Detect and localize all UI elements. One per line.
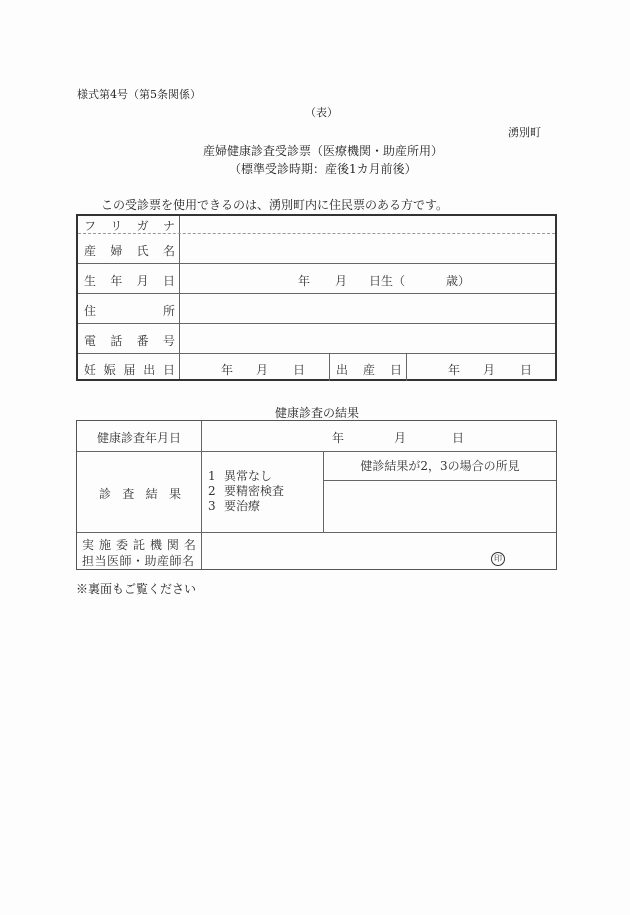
- phone-field[interactable]: [180, 324, 555, 353]
- exam-date-label: 健康診査年月日: [96, 431, 181, 445]
- form-subtitle: （標準受診時期：産後1カ月前後）: [229, 162, 417, 176]
- delivery-label-divider-left: [329, 354, 330, 381]
- furigana-field[interactable]: [180, 216, 555, 233]
- pregnancy-delivery-row: [78, 353, 555, 381]
- result-option-2[interactable]: 2 要精密検査: [208, 484, 285, 498]
- birth-day-unit: 日生（: [369, 274, 406, 288]
- institution-row: [77, 532, 556, 569]
- result-option-1[interactable]: 1 異常なし: [208, 469, 273, 483]
- phone-label: 電 話 番 号: [84, 334, 175, 348]
- birthdate-field[interactable]: [180, 264, 555, 293]
- name-field[interactable]: [180, 234, 555, 263]
- personal-info-table: [76, 214, 557, 381]
- eligibility-notice: この受診票を使用できるのは、湧別町内に住民票のある方です。: [101, 198, 449, 212]
- exam-month-unit: 月: [394, 431, 407, 445]
- phone-row: [78, 323, 555, 353]
- exam-date-row: [77, 421, 556, 451]
- pregnancy-notice-label: 妊 娠 届 出 日: [84, 363, 175, 377]
- municipality-name: 湧別町: [508, 126, 541, 139]
- birth-year-unit: 年: [298, 274, 311, 288]
- name-row: [78, 233, 555, 263]
- address-field[interactable]: [180, 294, 555, 323]
- institution-field[interactable]: [202, 533, 556, 569]
- results-section-title: 健康診査の結果: [275, 406, 360, 420]
- result-options: [208, 469, 284, 514]
- address-label: 住 所: [84, 304, 175, 318]
- age-unit: 歳）: [446, 274, 471, 288]
- results-table: [76, 420, 557, 570]
- delivery-date-field[interactable]: [407, 354, 555, 381]
- exam-day-unit: 日: [452, 431, 465, 445]
- front-side-label: （表）: [305, 106, 338, 119]
- doctor-midwife-label: 担当医師・助産師名: [82, 554, 195, 568]
- findings-field[interactable]: [324, 481, 556, 532]
- form-title: 産婦健康診査受診票（医療機関・助産所用）: [203, 144, 444, 158]
- exam-result-row: [77, 451, 556, 532]
- result-option-3[interactable]: 3 要治療: [208, 499, 261, 513]
- exam-date-field[interactable]: [202, 421, 556, 451]
- exam-result-label: 診 査 結 果: [99, 487, 181, 501]
- pregnancy-year-unit: 年: [221, 363, 234, 377]
- address-row: [78, 293, 555, 323]
- furigana-label: フ リ ガ ナ: [84, 219, 175, 233]
- delivery-year-unit: 年: [448, 363, 461, 377]
- institution-label: 実 施 委 託 機 関 名: [82, 538, 196, 552]
- furigana-row: [78, 216, 555, 233]
- see-reverse-note: ※裏面もご覧ください: [76, 582, 197, 596]
- delivery-day-unit: 日: [520, 363, 533, 377]
- birthdate-label: 生 年 月 日: [84, 274, 175, 288]
- findings-label: 健診結果が2，3の場合の所見: [324, 452, 556, 481]
- birth-month-unit: 月: [335, 274, 348, 288]
- seal-mark-icon: 印: [491, 552, 505, 566]
- pregnancy-notice-date-field[interactable]: [180, 354, 329, 381]
- birthdate-row: [78, 263, 555, 293]
- pregnancy-day-unit: 日: [293, 363, 306, 377]
- exam-year-unit: 年: [332, 431, 345, 445]
- name-label: 産 婦 氏 名: [84, 244, 175, 258]
- form-number: 様式第4号（第5条関係）: [77, 88, 201, 101]
- delivery-month-unit: 月: [483, 363, 496, 377]
- delivery-date-label: 出 産 日: [336, 363, 402, 377]
- pregnancy-month-unit: 月: [256, 363, 269, 377]
